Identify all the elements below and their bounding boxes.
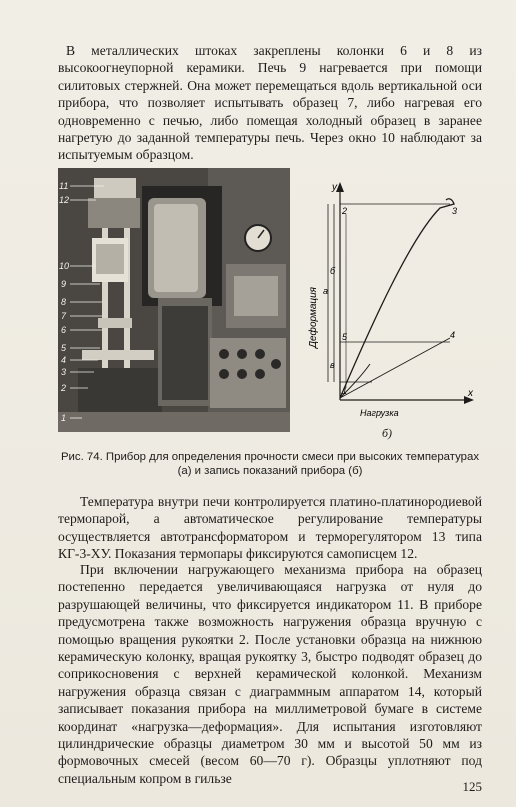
paragraph-top: В металлических штоках закреплены колонки 6 и 8 из высокоогнеупорной керамики. Печь 9 нагревается при помощи силитовых стержней. Она может перемещаться вдоль вертикальной оси прибора, что позволяет испытывать образец 7, либо нагревая его одновременно с печью, либо помещая холодный образец в заранее нагретую до заданной температуры печь. Через окно 10 наблюдают за испытуемым образцом.	[58, 43, 482, 163]
photo-label-1: 1	[61, 413, 67, 423]
photo-label-3: 3	[61, 367, 67, 377]
point-label-4: 4	[450, 330, 456, 340]
photo-label-4: 4	[61, 355, 67, 365]
y-axis-title: Деформация	[308, 286, 319, 348]
point-label-2: 2	[342, 206, 348, 216]
photo-label-5: 5	[61, 343, 67, 353]
page-number: 125	[462, 779, 482, 794]
photo-label-8: 8	[61, 297, 67, 307]
apparatus-photo	[58, 168, 290, 432]
photo-label-10: 10	[59, 261, 70, 271]
point-label-1: 1	[342, 386, 348, 396]
photo-label-7: 7	[61, 311, 67, 321]
photo-label-12: 12	[59, 195, 70, 205]
load-deformation-diagram	[300, 178, 480, 440]
point-label-5: 5	[342, 332, 348, 342]
x-axis-title: Нагрузка	[360, 408, 399, 418]
panel-label-b: б)	[382, 426, 393, 440]
photo-label-2: 2	[61, 383, 67, 393]
photo-label-9: 9	[61, 279, 67, 289]
axis-x-label: x	[468, 388, 473, 399]
paragraph-thermocouple: Температура внутри печи контролируется платино-платинородиевой термопарой, а автоматическое регулирование температуры осуществляется автотрансформатором и терморегулятором 13 типа КГ-3-ХУ. Показания термопары фиксируются самописцем 12.	[58, 494, 482, 562]
photo-label-11: 11	[59, 181, 69, 191]
axis-y-label: y	[332, 182, 337, 193]
segment-label-v: в	[330, 360, 335, 370]
paragraph-loading: При включении нагружающего механизма прибора на образец постепенно передается увеличивающаяся нагрузка от нуля до разрушающей величины, что фиксируется индикатором 11. В приборе предусмотрена также возможность нагружения образца вручную с помощью вращения рукоятки 2. После установки образца на нижнюю керамическую колонку, вращая рукоятку 3, быстро подводят образец до соприкосновения с верхней керамической колонкой. Механизм нагружения образца связан с диаграммным аппаратом 14, который записывает показания прибора на миллиметровой бумаге в системе координат «нагрузка—деформация». Для испытания изготовляют цилиндрические образцы диаметром 30 мм и высотой 50 мм из формовочных смесей (весом 60—70 г). Образцы уплотняют под специальным копром в гильзе	[58, 562, 482, 786]
segment-label-a: а	[323, 286, 329, 296]
figure-caption: Рис. 74. Прибор для определения прочности смеси при высоких температурах (а) и запись показаний прибора (б)	[60, 451, 480, 477]
segment-label-b: б	[330, 266, 336, 276]
point-label-3: 3	[452, 206, 458, 216]
photo-label-6: 6	[61, 325, 67, 335]
